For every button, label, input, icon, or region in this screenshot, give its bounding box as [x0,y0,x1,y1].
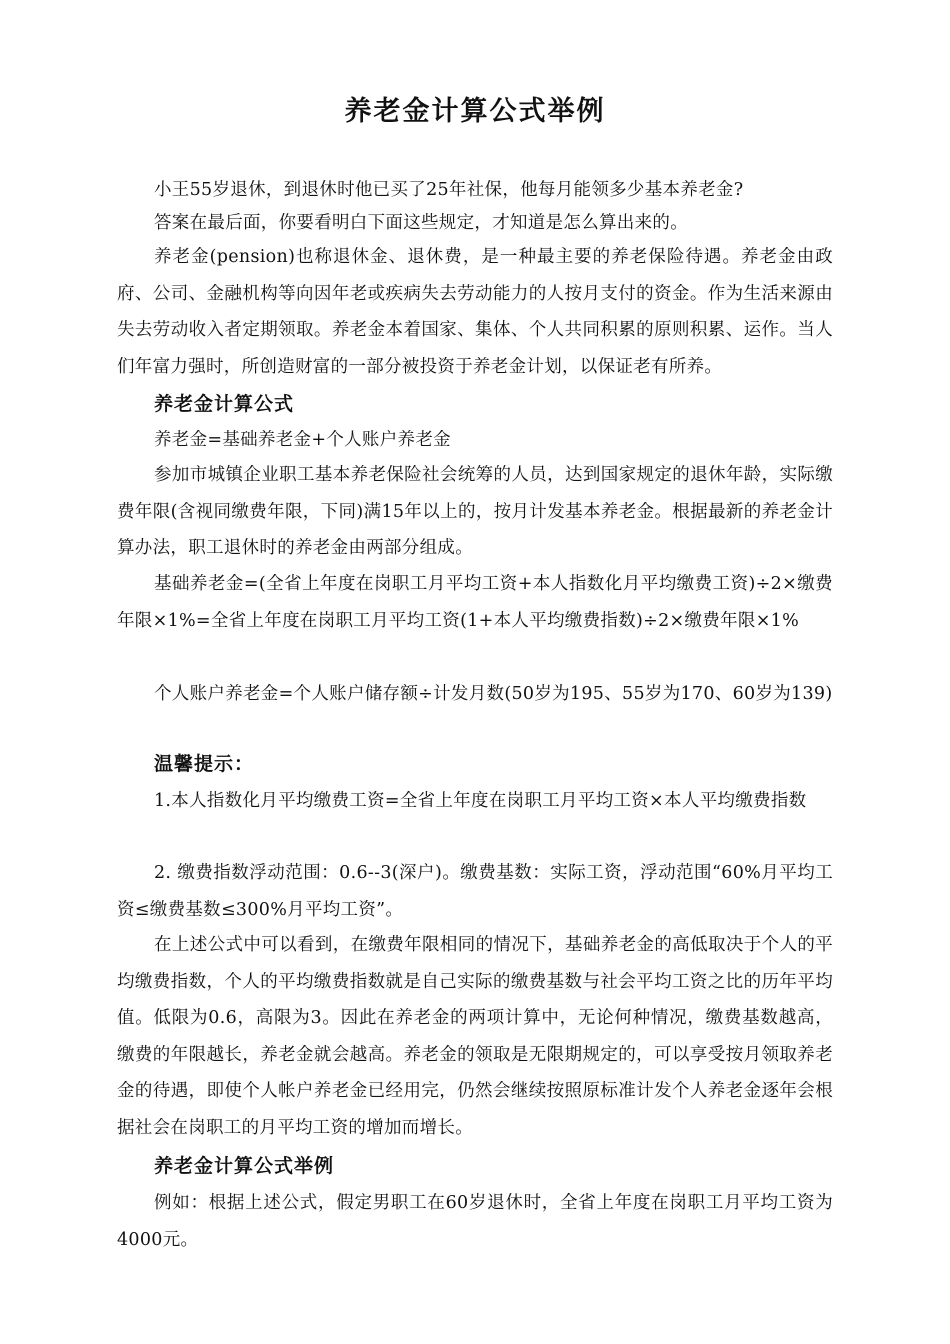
formula-total-paragraph: 养老金=基础养老金+个人账户养老金 [154,430,451,450]
section-heading-formula: 养老金计算公式 [154,393,295,415]
section-heading-example: 养老金计算公式举例 [154,1155,335,1177]
page-title: 养老金计算公式举例 [344,96,606,127]
eligibility-paragraph: 参加市城镇企业职工基本养老保险社会统筹的人员，达到国家规定的退休年龄，实际缴费年限(含视同缴费年限，下同)满15年以上的，按月计发基本养老金。根据最新的养老金计算办法，职工退休时的养老金由两部分组成。 [117,465,833,558]
tips-heading: 温馨提示： [154,753,255,775]
tip-2-paragraph: 2. 缴费指数浮动范围：0.6--3(深户)。缴费基数：实际工资，浮动范围“60%月平均工资≤缴费基数≤300%月平均工资”。 [117,863,833,920]
intro-answer-paragraph: 答案在最后面，你要看明白下面这些规定，才知道是怎么算出来的。 [154,213,688,233]
example-paragraph: 例如：根据上述公式，假定男职工在60岁退休时，全省上年度在岗职工月平均工资为4000元。 [117,1193,833,1250]
intro-question-paragraph: 小王55岁退休，到退休时他已买了25年社保，他每月能领多少基本养老金? [154,180,744,200]
definition-paragraph: 养老金(pension)也称退休金、退休费，是一种最主要的养老保险待遇。养老金由政府、公司、金融机构等向因年老或疾病失去劳动能力的人按月支付的资金。作为生活来源由失去劳动收入者定期领取。养老金本着国家、集体、个人共同积累的原则积累、运作。当人们年富力强时，所创造财富的一部分被投资于养老金计划，以保证老有所养。 [117,247,833,377]
tip-1-paragraph: 1.本人指数化月平均缴费工资=全省上年度在岗职工月平均工资×本人平均缴费指数 [154,791,807,811]
formula-basic-paragraph: 基础养老金=(全省上年度在岗职工月平均工资+本人指数化月平均缴费工资)÷2×缴费年限×1%=全省上年度在岗职工月平均工资(1+本人平均缴费指数)÷2×缴费年限×1% [117,574,833,631]
analysis-paragraph: 在上述公式中可以看到，在缴费年限相同的情况下，基础养老金的高低取决于个人的平均缴费指数，个人的平均缴费指数就是自己实际的缴费基数与社会平均工资之比的历年平均值。低限为0.6，高限为3。因此在养老金的两项计算中，无论何种情况，缴费基数越高，缴费的年限越长，养老金就会越高。养老金的领取是无限期规定的，可以享受按月领取养老金的待遇，即使个人帐户养老金已经用完，仍然会继续按照原标准计发个人养老金逐年会根据社会在岗职工的月平均工资的增加而增长。 [117,935,833,1138]
formula-personal-paragraph: 个人账户养老金=个人账户储存额÷计发月数(50岁为195、55岁为170、60岁为139) [154,684,833,704]
